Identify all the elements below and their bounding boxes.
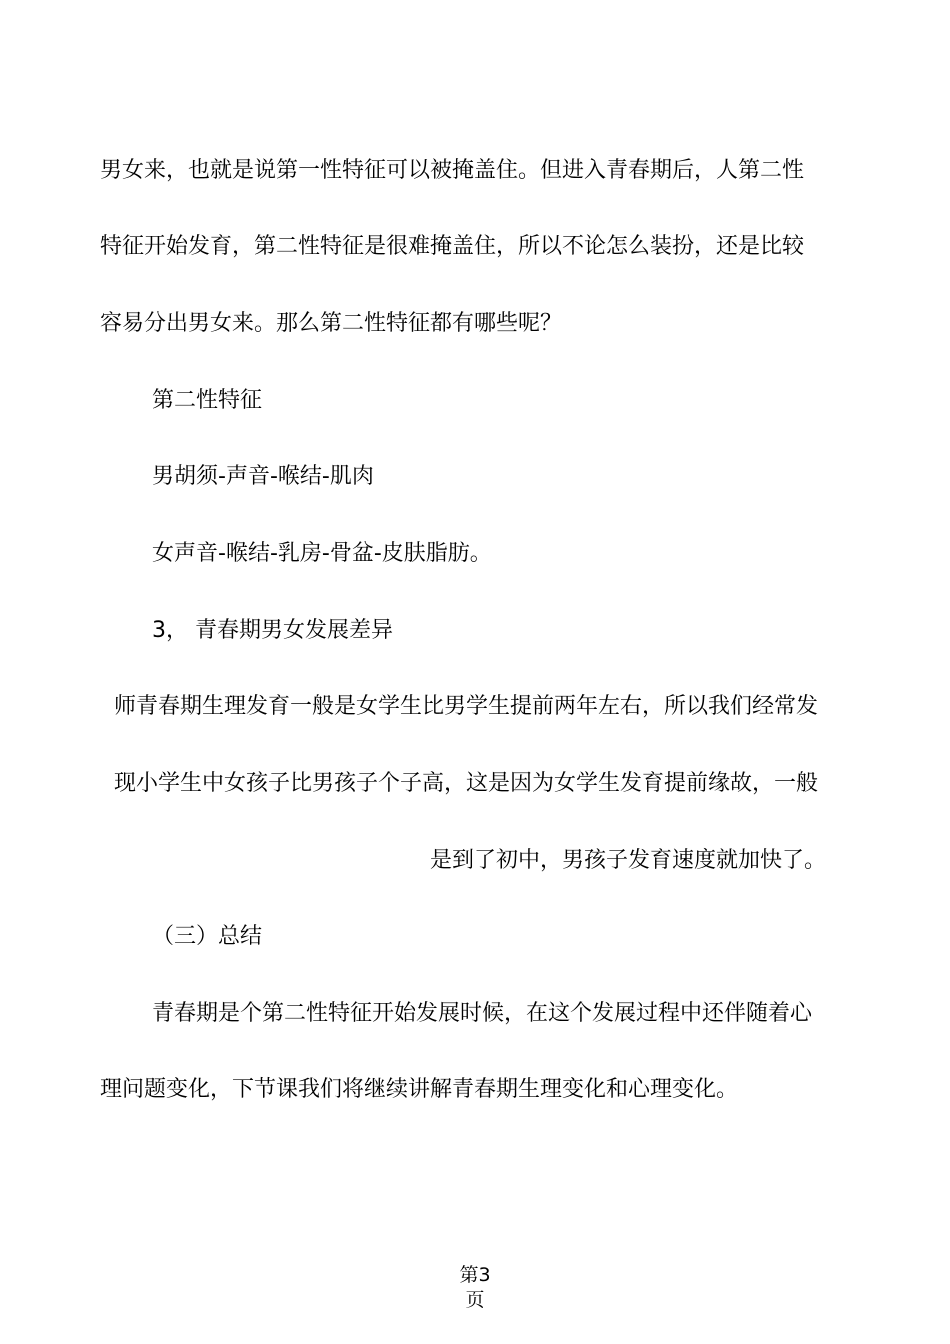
male-traits-line: 男胡须-声音-喉结-肌肉 bbox=[152, 464, 374, 489]
page-number-line-2: 页 bbox=[465, 1289, 485, 1311]
secondary-traits-heading: 第二性特征 bbox=[152, 388, 263, 413]
paragraph-3-line-1: 青春期是个第二性特征开始发展时候，在这个发展过程中还伴随着心 bbox=[152, 1001, 813, 1026]
section-3-heading: 3， 青春期男女发展差异 bbox=[152, 618, 393, 643]
paragraph-3-line-2: 理问题变化，下节课我们将继续讲解青春期生理变化和心理变化。 bbox=[100, 1077, 739, 1102]
paragraph-1-line-1: 男女来，也就是说第一性特征可以被掩盖住。但进入青春期后，人第二性 bbox=[100, 158, 805, 183]
female-traits-line: 女声音-喉结-乳房-骨盆-皮肤脂肪。 bbox=[152, 541, 492, 566]
paragraph-1-line-2: 特征开始发育，第二性特征是很难掩盖住，所以不论怎么装扮，还是比较 bbox=[100, 234, 805, 259]
paragraph-2-line-1: 师青春期生理发育一般是女学生比男学生提前两年左右，所以我们经常发 bbox=[114, 694, 819, 719]
page-number-line-1: 第3 bbox=[459, 1264, 491, 1286]
paragraph-2-line-3: 是到了初中，男孩子发育速度就加快了。 bbox=[430, 848, 827, 873]
paragraph-2-line-2: 现小学生中女孩子比男孩子个子高，这是因为女学生发育提前缘故，一般 bbox=[114, 771, 819, 796]
paragraph-1-line-3: 容易分出男女来。那么第二性特征都有哪些呢？ bbox=[100, 311, 563, 336]
summary-heading: （三）总结 bbox=[152, 924, 263, 949]
